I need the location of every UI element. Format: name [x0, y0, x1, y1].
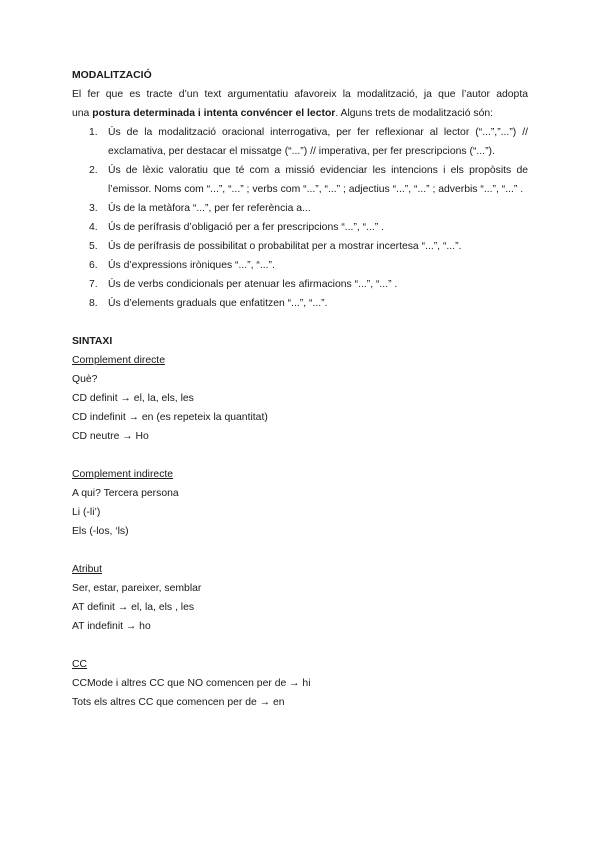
- document-content: [72, 66, 528, 712]
- list-item-text: Ús de perífrasis d’obligació per a fer prescripcions “...”, “...” .: [108, 222, 385, 233]
- section-title-sintaxi: SINTAXI: [72, 336, 113, 347]
- list-item-text: Ús de verbs condicionals per atenuar les afirmacions “...”, “...” .: [108, 279, 398, 290]
- list-item-number: 3.: [89, 203, 98, 214]
- list-item: [72, 275, 528, 294]
- cc-line: CCMode i altres CC que NO comencen per de → hi: [72, 678, 311, 689]
- list-item-text: Ús d’expressions iròniques “...”, “...”.: [108, 260, 275, 271]
- intro-bold-phrase: postura determinada i intenta convéncer el lector: [92, 108, 336, 119]
- spacer: [72, 636, 528, 655]
- list-item: [72, 123, 528, 161]
- list-item: [72, 256, 528, 275]
- section-title-modalitzacio: MODALITZACIÓ: [72, 70, 152, 81]
- list-item-text: Ús de la metàfora “...”, per fer referència a...: [108, 203, 311, 214]
- list-item-number: 2.: [89, 165, 98, 176]
- ci-line: A qui? Tercera persona: [72, 488, 179, 499]
- ci-line: Els (-los, ‘ls): [72, 526, 129, 537]
- cd-line: Què?: [72, 374, 98, 385]
- spacer: [72, 541, 528, 560]
- list-item-text: Ús de perífrasis de possibilitat o probabilitat per a mostrar incertesa “...”, “...”.: [108, 241, 462, 252]
- list-item-number: 4.: [89, 222, 98, 233]
- list-item: [72, 218, 528, 237]
- intro-line-1: El fer que es tracte d’un text argumentatiu afavoreix la modalització, ja que l’autor adopta: [72, 89, 528, 100]
- list-item: [72, 161, 528, 199]
- list-item-text: Ús de lèxic valoratiu que té com a missió evidenciar les intencions i els propòsits de l’emissor. Noms com “...”, “...” ; verbs com “...”, “...” ; adjectius “...”, “...” ; adverbis “...”, “...” .: [108, 165, 528, 195]
- list-item-number: 6.: [89, 260, 98, 271]
- ci-line: Li (-li’): [72, 507, 101, 518]
- cd-line: CD indefinit → en (es repeteix la quantitat): [72, 412, 268, 423]
- list-item-text: Ús de la modalització oracional interrogativa, per fer reflexionar al lector (“...”,”...”) // exclamativa, per destacar el missatge (“...”) // imperativa, per fer prescripcions (“...”).: [108, 127, 528, 157]
- list-item-number: 7.: [89, 279, 98, 290]
- at-line: Ser, estar, pareixer, semblar: [72, 583, 202, 594]
- at-line: AT definit → el, la, els , les: [72, 602, 195, 613]
- spacer: [72, 313, 528, 332]
- cd-line: CD neutre → Ho: [72, 431, 149, 442]
- subheading-complement-indirecte: Complement indirecte: [72, 469, 174, 480]
- modalitzacio-list: [72, 123, 528, 313]
- subheading-complement-directe: Complement directe: [72, 355, 165, 366]
- list-item-number: 5.: [89, 241, 98, 252]
- spacer: [72, 446, 528, 465]
- intro-line-2-pre: una: [72, 108, 93, 119]
- list-item: [72, 237, 528, 256]
- cc-line: Tots els altres CC que comencen per de → en: [72, 697, 285, 708]
- list-item-number: 1.: [89, 127, 98, 138]
- subheading-cc: CC: [72, 659, 88, 670]
- at-line: AT indefinit → ho: [72, 621, 151, 632]
- list-item: [72, 294, 528, 313]
- cd-line: CD definit → el, la, els, les: [72, 393, 194, 404]
- list-item-number: 8.: [89, 298, 98, 309]
- intro-line-2-post: . Alguns trets de modalització són:: [335, 108, 494, 119]
- list-item-text: Ús d’elements graduals que enfatitzen “...”, “...”.: [108, 298, 328, 309]
- intro-line-2: [72, 104, 528, 123]
- subheading-atribut: Atribut: [72, 564, 103, 575]
- list-item: [72, 199, 528, 218]
